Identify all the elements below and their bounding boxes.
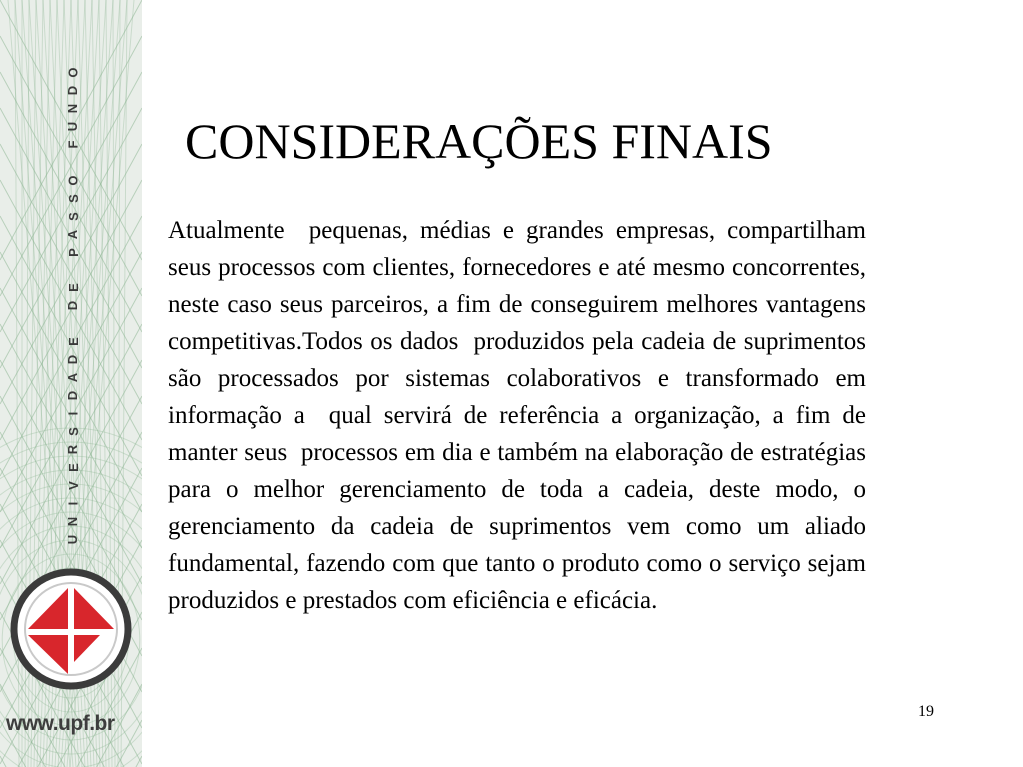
university-name-letter: A xyxy=(65,373,81,383)
page-number: 19 xyxy=(918,703,934,720)
university-name-letter: R xyxy=(65,444,81,455)
university-name-letter xyxy=(67,322,80,326)
university-name-letter: I xyxy=(65,501,81,506)
university-name-letter: U xyxy=(65,534,81,544)
university-name-letter: O xyxy=(65,175,81,186)
university-name-letter: E xyxy=(65,463,81,472)
university-name-letter: S xyxy=(65,211,81,221)
university-name-letter: N xyxy=(65,103,81,114)
university-name-letter: D xyxy=(65,85,81,96)
sidebar xyxy=(0,0,142,767)
university-name-letter: D xyxy=(65,301,81,311)
university-name-letter: E xyxy=(65,337,81,347)
university-name-letter: U xyxy=(65,121,81,132)
university-name xyxy=(60,66,86,546)
university-name-letter: F xyxy=(65,140,81,149)
slide-body-text: Atualmente pequenas, médias e grandes empresas, compartilham seus processos com clientes, fornecedores e até mesmo concorrentes, neste caso seus parceiros, a fim de conseguirem melhores vantagens competitivas.Todos os dados produzidos pela cadeia de suprimentos são processados por sistemas colaborativos e transformado em informação a qual servirá de referência a organização, a fim de manter seus processos em dia e também na elaboração de estratégias para o melhor gerenciamento de toda a cadeia, deste modo, o gerenciamento da cadeia de suprimentos vem como um aliado fundamental, fazendo com que tanto o produto como o serviço sejam produzidos e prestados com eficiência e eficácia. xyxy=(168,217,873,614)
university-name-letter: I xyxy=(65,411,81,416)
slide-title: CONSIDERAÇÕES FINAIS xyxy=(185,113,773,169)
university-name-letter: N xyxy=(65,516,81,527)
university-name-letter: O xyxy=(65,67,81,78)
website-url: www.upf.br xyxy=(6,712,115,735)
university-name-letter: D xyxy=(65,390,81,401)
upf-logo-icon xyxy=(10,568,132,690)
university-name-letter: S xyxy=(65,193,81,203)
university-name-letter: P xyxy=(65,247,81,257)
university-name-letter: V xyxy=(65,481,81,490)
university-name-letter xyxy=(67,268,80,272)
university-name-letter: A xyxy=(65,229,81,239)
university-name-letter: S xyxy=(65,427,81,436)
university-name-letter: D xyxy=(65,355,81,365)
university-name-letter xyxy=(67,160,80,164)
university-name-letter: E xyxy=(65,283,81,293)
